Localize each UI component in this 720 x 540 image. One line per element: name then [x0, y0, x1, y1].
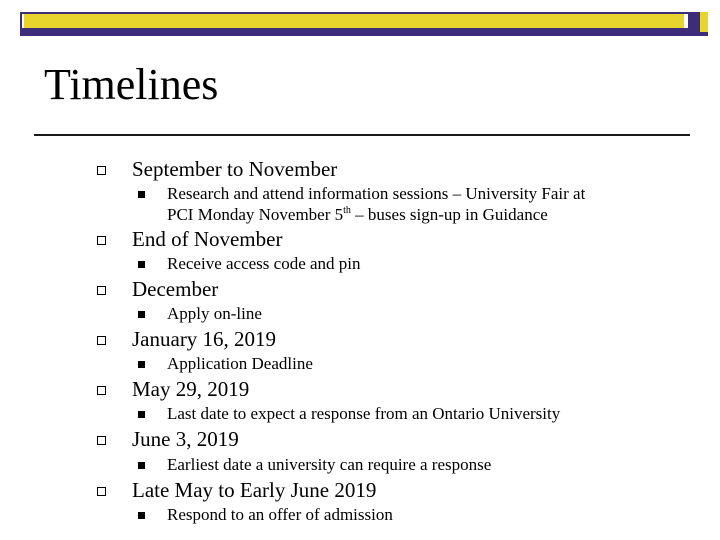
timeline-heading: Late May to Early June 2019: [132, 478, 377, 502]
timeline-detail-line-1: Research and attend information sessions – University Fair at: [167, 184, 586, 203]
timeline-heading: June 3, 2019: [132, 427, 239, 451]
hollow-square-bullet-icon: [97, 286, 106, 295]
filled-square-bullet-icon: [138, 361, 145, 368]
ordinal-suffix: th: [343, 205, 351, 216]
timeline-heading: End of November: [132, 227, 283, 251]
timeline-detail: Last date to expect a response from an Ontario University: [167, 404, 561, 423]
timeline-heading: December: [132, 277, 219, 301]
hollow-square-bullet-icon: [97, 336, 106, 345]
hollow-square-bullet-icon: [97, 166, 106, 175]
timeline-detail-line-2: [167, 205, 548, 225]
hollow-square-bullet-icon: [97, 236, 106, 245]
hollow-square-bullet-icon: [97, 487, 106, 496]
detail-text: PCI Monday November 5: [167, 205, 344, 224]
hollow-square-bullet-icon: [97, 436, 106, 445]
filled-square-bullet-icon: [138, 261, 145, 268]
timeline-heading: September to November: [132, 157, 338, 181]
timeline-detail: Apply on-line: [167, 304, 262, 323]
filled-square-bullet-icon: [138, 512, 145, 519]
timeline-heading: January 16, 2019: [132, 327, 277, 351]
filled-square-bullet-icon: [138, 311, 145, 318]
detail-text-tail: – buses sign-up in Guidance: [350, 205, 548, 224]
hollow-square-bullet-icon: [97, 386, 106, 395]
filled-square-bullet-icon: [138, 462, 145, 469]
timeline-heading: May 29, 2019: [132, 377, 250, 401]
timeline-detail: Receive access code and pin: [167, 254, 361, 273]
filled-square-bullet-icon: [138, 191, 145, 198]
filled-square-bullet-icon: [138, 411, 145, 418]
slide-title: Timelines: [44, 60, 219, 109]
timeline-detail: Respond to an offer of admission: [167, 505, 393, 524]
timeline-detail: Application Deadline: [167, 354, 313, 373]
timeline-detail: Earliest date a university can require a response: [167, 455, 492, 474]
